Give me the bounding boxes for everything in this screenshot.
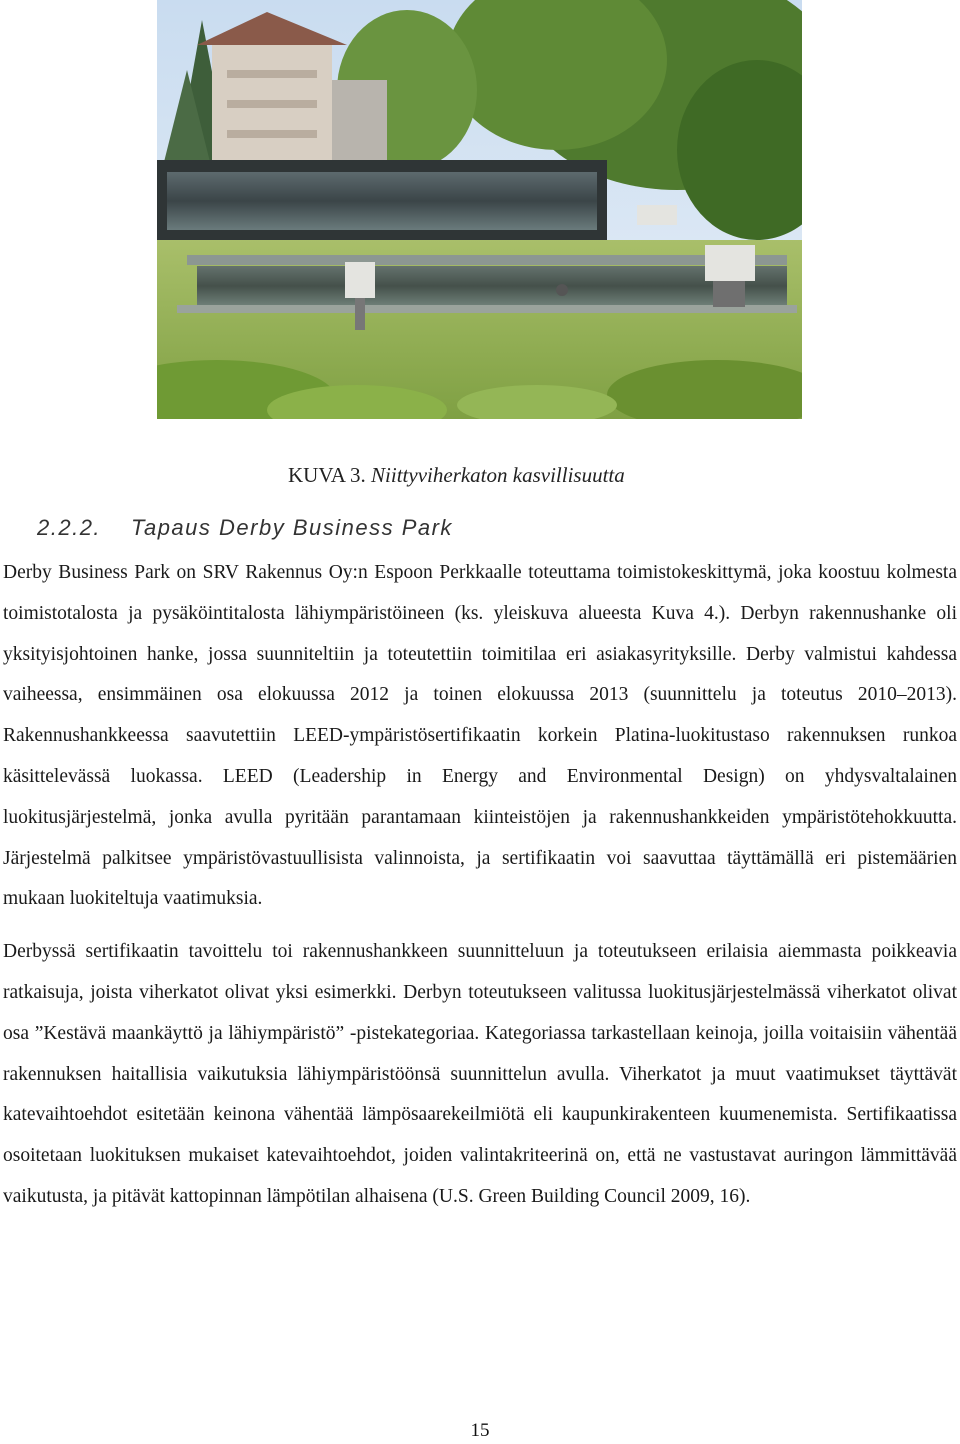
paragraph: Derbyssä sertifikaatin tavoittelu toi rakennushankkeen suunnitteluun ja toteutukseen erilaisia aiemmasta poikkeavia ratkaisuja, joista viherkatot olivat yksi esimerkki. Derbyn toteutukseen valitussa luokitusjärjestelmässä viherkatot olivat osa ”Kestävä maankäyttö ja lähiympäristö” -pistekategoriaa. Kategoriassa tarkastellaan keinoja, joilla voitaisiin vähentää rakennuksen haitallisia vaikutuksia lähiympäristöönsä suunnittelun avulla. Viherkatot ja muut vaatimukset täyttävät katevaihtoehdot esitetään keinona vähentää lämpösaarekeilmiötä eli kaupunkirakenteen kuumenemista. Sertifikaatissa osoitetaan luokituksen mukaiset katevaihtoehdot, joiden valintakriteerinä on, että ne vastustavat auringon lämmittävää vaikutusta, ja pitävät kattopinnan lämpötilan alhaisena (U.S. Green Building Council 2009, 16). — [3, 941, 957, 1207]
page-number: 15 — [470, 1420, 490, 1441]
section-heading — [37, 515, 453, 541]
caption-label: KUVA 3. — [288, 463, 366, 487]
figure-caption — [288, 463, 625, 488]
caption-text: Niittyviherkaton kasvillisuutta — [371, 463, 625, 487]
green-roof-photo — [157, 0, 802, 419]
body-text — [3, 553, 957, 1218]
section-title: Tapaus Derby Business Park — [131, 515, 453, 540]
paragraph: Derby Business Park on SRV Rakennus Oy:n Espoon Perkkaalle toteuttama toimistokeskittymä, joka koostuu kolmesta toimistotalosta ja pysäköintitalosta lähiympäristöineen (ks. yleiskuva alueesta Kuva 4.). Derbyn rakennushanke oli yksityisjohtoinen hanke, jossa suunniteltiin ja toteutettiin toimitilaa eri asiakasyrityksille. Derby valmistui kahdessa vaiheessa, ensimmäinen osa elokuussa 2012 ja toinen elokuussa 2013 (suunnittelu ja toteutus 2010–2013). Rakennushankkeessa saavutettiin LEED-ympäristösertifikaatin korkein Platina-luokitustaso rakennuksen runkoa käsittelevässä luokassa. LEED (Leadership in Energy and Environmental Design) on yhdysvaltalainen luokitusjärjestelmä, jonka avulla pyritään parantamaan kiinteistöjen ja rakennushankkeiden ympäristötehokkuutta. Järjestelmä palkitsee ympäristövastuullisista valinnoista, ja sertifikaatin voi saavuttaa täyttämällä eri pistemäärien mukaan luokiteltuja vaatimuksia. — [3, 562, 957, 910]
section-number: 2.2.2. — [37, 515, 102, 540]
